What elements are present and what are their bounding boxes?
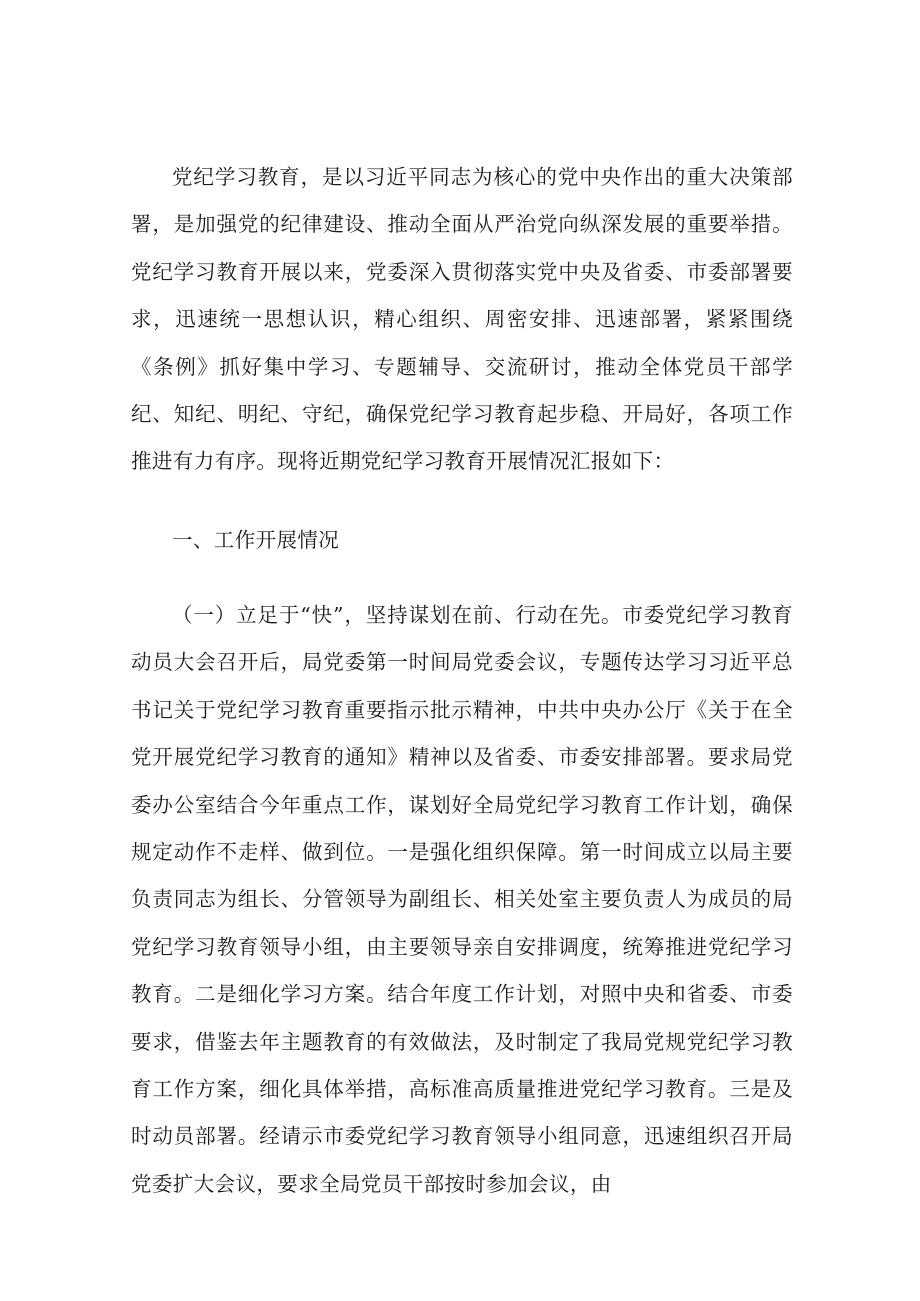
section-one-paragraph: （一）立足于“快”，坚持谋划在前、行动在先。市委党纪学习教育动员大会召开后，局党委第一时间局党委会议，专题传达学习习近平总书记关于党纪学习教育重要指示批示精神，中共中央办公厅《关于在全党开展党纪学习教育的通知》精神以及省委、市委安排部署。要求局党委办公室结合今年重点工作，谋划好全局党纪学习教育工作计划，确保规定动作不走样、做到位。一是强化组织保障。第一时间成立以局主要负责同志为组长、分管领导为副组长、相关处室主要负责人为成员的局党纪学习教育领导小组，由主要领导亲自安排调度，统筹推进党纪学习教育。二是细化学习方案。结合年度工作计划，对照中央和省委、市委要求，借鉴去年主题教育的有效做法，及时制定了我局党规党纪学习教育工作方案，细化具体举措，高标准高质量推进党纪学习教育。三是及时动员部署。经请示市委党纪学习教育领导小组同意，迅速组织召开局党委扩大会议，要求全局党员干部按时参加会议，由 [131, 603, 793, 1196]
section-heading: 一、工作开展情况 [172, 528, 340, 552]
intro-paragraph: 党纪学习教育，是以习近平同志为核心的党中央作出的重大决策部署，是加强党的纪律建设、推动全面从严治党向纵深发展的重要举措。党纪学习教育开展以来，党委深入贯彻落实党中央及省委、市委部署要求，迅速统一思想认识，精心组织、周密安排、迅速部署，紧紧围绕《条例》抓好集中学习、专题辅导、交流研讨，推动全体党员干部学纪、知纪、明纪、守纪，确保党纪学习教育起步稳、开局好，各项工作推进有力有序。现将近期党纪学习教育开展情况汇报如下： [131, 165, 793, 474]
